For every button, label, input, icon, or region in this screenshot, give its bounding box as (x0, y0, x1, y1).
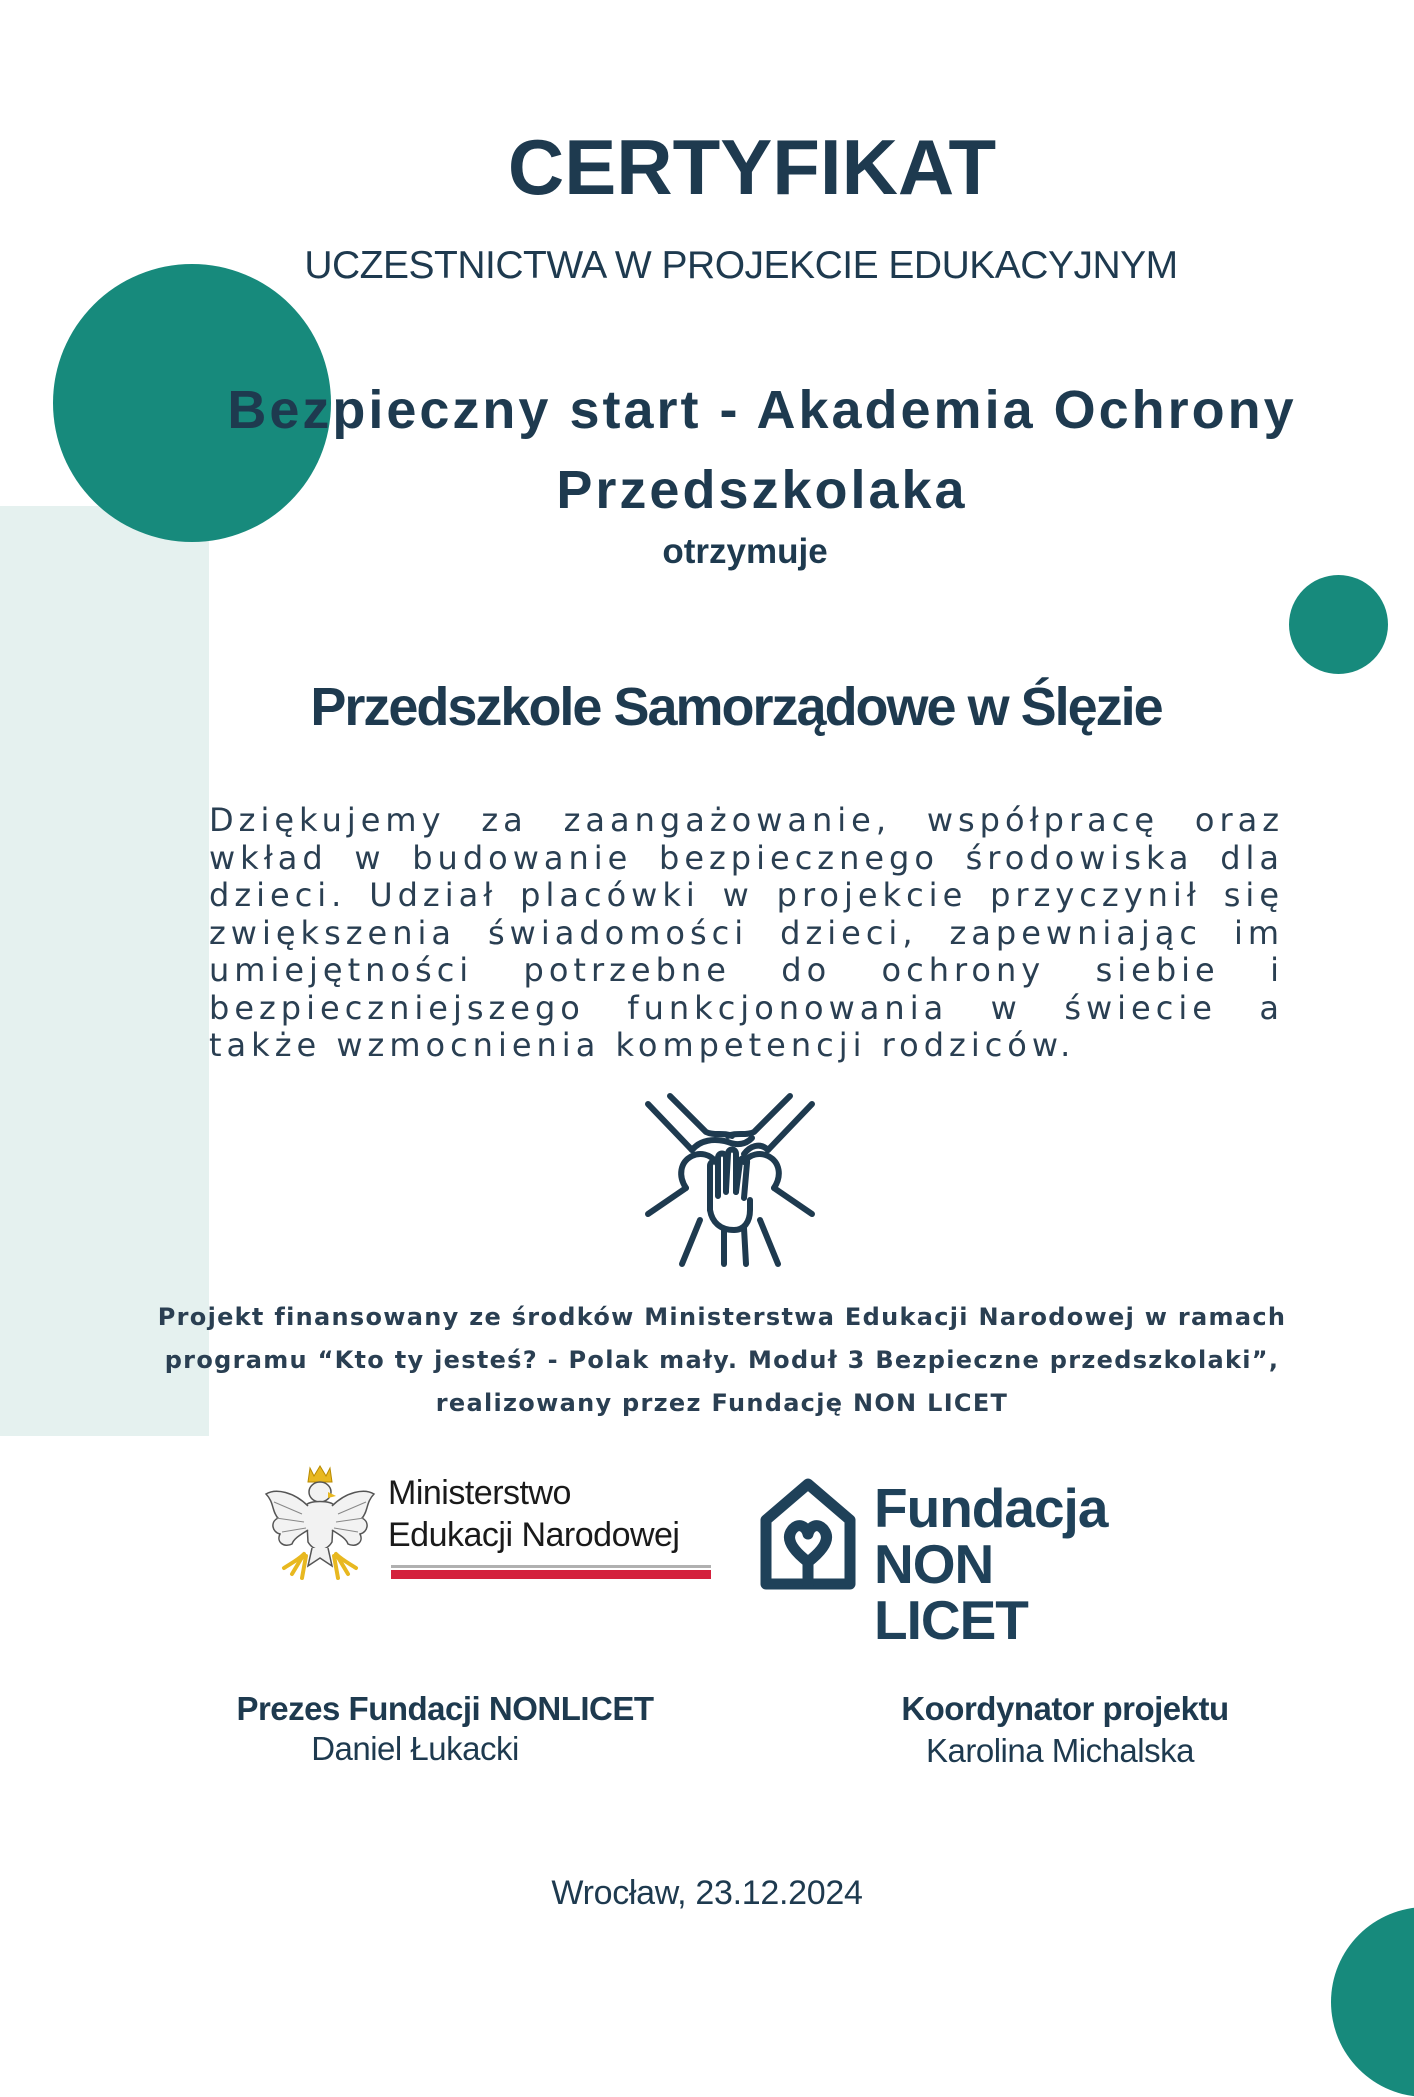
receives-label: otrzymuje (662, 532, 828, 571)
certificate-subtitle: UCZESTNICTWA W PROJEKCIE EDUKACYJNYM (304, 244, 1178, 287)
foundation-name-line2: NON LICET (874, 1533, 1028, 1651)
hands-together-icon (640, 1092, 820, 1268)
foundation-name-line1: Fundacja (874, 1477, 1108, 1539)
polish-eagle-emblem (264, 1462, 376, 1586)
foundation-logo (758, 1476, 1158, 1651)
house-heart-icon (758, 1476, 858, 1590)
signature-name-president: Daniel Łukacki (311, 1730, 519, 1767)
ministry-logo (264, 1462, 714, 1586)
project-name: Bezpieczny start - Akademia Ochrony Przedszkolaka (227, 380, 1297, 520)
recipient-name: Przedszkole Samorządowe w Ślęzie (310, 677, 1162, 737)
signature-role-coordinator: Koordynator projektu (901, 1690, 1229, 1727)
ministry-name (388, 1472, 680, 1556)
signature-name-coordinator: Karolina Michalska (926, 1732, 1194, 1769)
certificate-title: CERTYFIKAT (507, 123, 997, 211)
ministry-name-line1: Ministerstwo (388, 1474, 571, 1512)
ministry-name-line2: Edukacji Narodowej (388, 1516, 680, 1554)
decorative-circle-corner (1331, 1907, 1414, 2097)
funding-note: Projekt finansowany ze środków Ministerstwa Edukacji Narodowej w ramach programu “Kto ty jesteś? - Polak mały. Moduł 3 Bezpieczne przedszkolaki”, realizowany przez Fundację NON LICET (157, 1303, 1287, 1417)
ministry-gray-bar (391, 1565, 711, 1568)
ministry-red-bar (391, 1570, 711, 1579)
place-and-date: Wrocław, 23.12.2024 (551, 1874, 863, 1912)
foundation-name (874, 1477, 1158, 1651)
signature-role-president: Prezes Fundacji NONLICET (236, 1690, 654, 1727)
thank-you-paragraph: Dziękujemy za zaangażowanie, współpracę oraz wkład w budowanie bezpiecznego środowiska dla dzieci. Udział placówki w projekcie przyczynił się zwiększenia świadomości dzieci, zapewniając im umiejętności potrzebne do ochrony siebie i bezpieczniejszego funkcjonowania w świecie a także wzmocnienia kompetencji rodziców. (209, 801, 1284, 1064)
decorative-circle-small (1289, 575, 1388, 674)
